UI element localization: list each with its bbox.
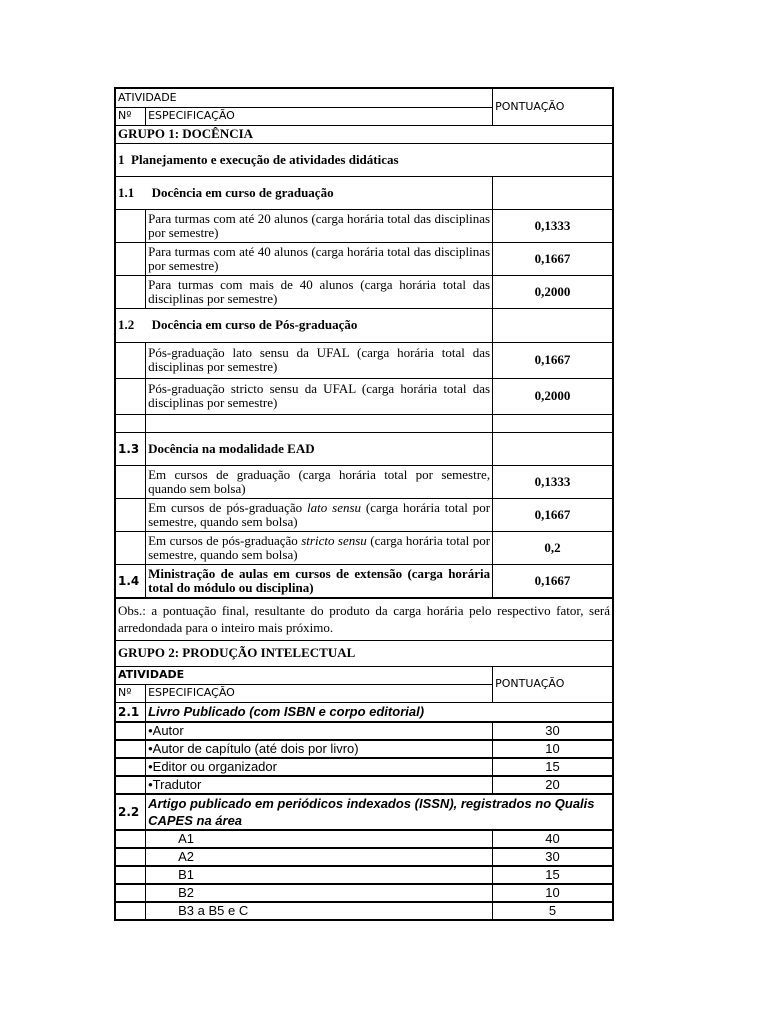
item-row xyxy=(115,902,613,920)
subsection-label: Livro Publicado (com ISBN e corpo editorial) xyxy=(146,702,613,722)
item-score: 0,1667 xyxy=(493,242,613,275)
item-score: 0,1333 xyxy=(493,465,613,498)
subsection-num: 1.4 xyxy=(115,564,146,598)
item-row xyxy=(115,740,613,758)
empty-cell xyxy=(115,498,146,531)
item-text: •Tradutor xyxy=(146,776,493,794)
header-row xyxy=(115,88,613,107)
item-text: Para turmas com até 40 alunos (carga horária total das disciplinas por semestre) xyxy=(146,242,493,275)
subsection-row xyxy=(115,564,613,598)
item-row xyxy=(115,866,613,884)
empty-cell xyxy=(115,414,146,432)
item-row xyxy=(115,722,613,740)
empty-cell xyxy=(115,531,146,564)
empty-cell xyxy=(115,776,146,794)
group-1-title: GRUPO 1: DOCÊNCIA xyxy=(115,125,613,143)
header-especificacao: ESPECIFICAÇÃO xyxy=(146,107,493,125)
item-text: •Autor de capítulo (até dois por livro) xyxy=(146,740,493,758)
item-row xyxy=(115,498,613,531)
obs-row xyxy=(115,598,613,640)
item-score: 15 xyxy=(493,866,613,884)
subsection-num: 1.3 xyxy=(115,432,146,465)
section-1-label: Planejamento e execução de atividades didáticas xyxy=(131,151,399,167)
empty-cell xyxy=(115,275,146,308)
subsection-num: 1.1 xyxy=(115,176,146,209)
item-score: 15 xyxy=(493,758,613,776)
header-row xyxy=(115,666,613,684)
item-score: 5 xyxy=(493,902,613,920)
subsection-label: Ministração de aulas em cursos de extensão (carga horária total do módulo ou disciplina) xyxy=(146,564,493,598)
score-cell xyxy=(493,432,613,465)
empty-cell xyxy=(115,902,146,920)
item-score: 20 xyxy=(493,776,613,794)
empty-cell xyxy=(115,242,146,275)
item-text-pre: Em cursos de pós-graduação xyxy=(148,532,302,548)
item-score: 0,1667 xyxy=(493,498,613,531)
subsection-row xyxy=(115,794,613,830)
subsection-num: 2.2 xyxy=(115,794,146,830)
item-text-emphasis: stricto sensu xyxy=(301,532,367,548)
item-score: 0,1667 xyxy=(493,564,613,598)
header-atividade: ATIVIDADE xyxy=(115,88,493,107)
subsection-label: Docência na modalidade EAD xyxy=(146,432,493,465)
item-score: 30 xyxy=(493,848,613,866)
item-text: •Editor ou organizador xyxy=(146,758,493,776)
item-row xyxy=(115,378,613,414)
header-atividade: ATIVIDADE xyxy=(115,666,493,684)
item-row xyxy=(115,758,613,776)
item-text: A2 xyxy=(146,848,493,866)
subsection-row xyxy=(115,702,613,722)
item-text-pre: Em cursos de pós-graduação xyxy=(148,499,308,515)
item-row xyxy=(115,209,613,242)
item-text: B2 xyxy=(146,884,493,902)
group-title-row xyxy=(115,640,613,666)
item-score: 0,1333 xyxy=(493,209,613,242)
item-row xyxy=(115,848,613,866)
item-score: 0,2 xyxy=(493,531,613,564)
empty-cell xyxy=(115,758,146,776)
scoring-table xyxy=(114,87,614,921)
subsection-label: Docência em curso de Pós-graduação xyxy=(146,308,493,342)
item-row xyxy=(115,275,613,308)
empty-cell xyxy=(146,414,493,432)
empty-cell xyxy=(115,848,146,866)
empty-cell xyxy=(115,209,146,242)
item-row xyxy=(115,242,613,275)
obs-note: Obs.: a pontuação final, resultante do produto da carga horária pelo respectivo fator, será arredondada para o inteiro mais próximo. xyxy=(115,598,613,640)
item-text: Pós-graduação lato sensu da UFAL (carga horária total das disciplinas por semestre) xyxy=(146,342,493,378)
item-text-post: (carga horária total por semestre, quando sem bolsa) xyxy=(148,532,491,562)
subsection-row xyxy=(115,432,613,465)
empty-cell xyxy=(115,378,146,414)
item-score: 0,1667 xyxy=(493,342,613,378)
item-text xyxy=(146,531,493,564)
item-text: Pós-graduação stricto sensu da UFAL (carga horária total das disciplinas por semestre) xyxy=(146,378,493,414)
section-row xyxy=(115,143,613,176)
item-row xyxy=(115,884,613,902)
header-pontuacao: PONTUAÇÃO xyxy=(493,666,613,702)
item-text: Em cursos de graduação (carga horária total por semestre, quando sem bolsa) xyxy=(146,465,493,498)
item-text: Para turmas com mais de 40 alunos (carga horária total das disciplinas por semestre) xyxy=(146,275,493,308)
score-cell xyxy=(493,176,613,209)
item-row xyxy=(115,342,613,378)
subsection-label: Artigo publicado em periódicos indexados (ISSN), registrados no Qualis CAPES na área xyxy=(146,794,613,830)
empty-cell xyxy=(115,465,146,498)
item-text: Para turmas com até 20 alunos (carga horária total das disciplinas por semestre) xyxy=(146,209,493,242)
item-text: B3 a B5 e C xyxy=(146,902,493,920)
item-row xyxy=(115,465,613,498)
subsection-row xyxy=(115,308,613,342)
empty-cell xyxy=(493,414,613,432)
item-row xyxy=(115,830,613,848)
item-score: 0,2000 xyxy=(493,378,613,414)
group-title-row xyxy=(115,125,613,143)
item-text-emphasis: lato sensu xyxy=(307,499,362,515)
item-text: B1 xyxy=(146,866,493,884)
item-score: 40 xyxy=(493,830,613,848)
group-2-title: GRUPO 2: PRODUÇÃO INTELECTUAL xyxy=(115,640,613,666)
empty-cell xyxy=(115,866,146,884)
spacer-row xyxy=(115,414,613,432)
subsection-label: Docência em curso de graduação xyxy=(146,176,493,209)
empty-cell xyxy=(115,740,146,758)
item-row xyxy=(115,776,613,794)
item-score: 30 xyxy=(493,722,613,740)
item-text-post: (carga horária total por semestre, quando sem bolsa) xyxy=(148,499,491,529)
score-cell xyxy=(493,308,613,342)
item-text: A1 xyxy=(146,830,493,848)
header-especificacao: ESPECIFICAÇÃO xyxy=(146,684,493,702)
item-score: 10 xyxy=(493,884,613,902)
header-n: Nº xyxy=(115,684,146,702)
item-text: •Autor xyxy=(146,722,493,740)
item-row xyxy=(115,531,613,564)
empty-cell xyxy=(115,830,146,848)
empty-cell xyxy=(115,884,146,902)
section-1 xyxy=(115,143,613,176)
section-1-num: 1 xyxy=(118,151,125,167)
subsection-num: 1.2 xyxy=(115,308,146,342)
empty-cell xyxy=(115,342,146,378)
subsection-row xyxy=(115,176,613,209)
item-text xyxy=(146,498,493,531)
subsection-num: 2.1 xyxy=(115,702,146,722)
item-score: 0,2000 xyxy=(493,275,613,308)
header-n: Nº xyxy=(115,107,146,125)
header-pontuacao: PONTUAÇÃO xyxy=(493,88,613,125)
empty-cell xyxy=(115,722,146,740)
item-score: 10 xyxy=(493,740,613,758)
